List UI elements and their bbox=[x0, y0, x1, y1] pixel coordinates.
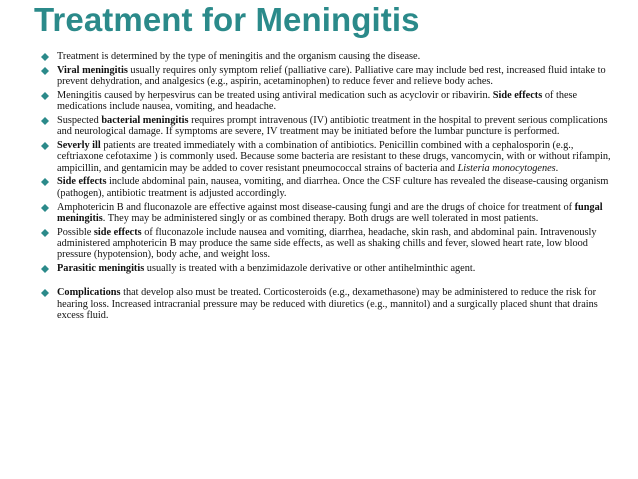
bullet-text: of these medications include nausea, vomiting, and headache. bbox=[57, 89, 578, 113]
teal-diamond-bullet-icon bbox=[41, 53, 49, 61]
bullet-emphasis: side effects bbox=[93, 226, 142, 238]
bullet-item bbox=[40, 176, 618, 199]
teal-diamond-bullet-icon bbox=[41, 178, 49, 186]
bullet-text: . They may be administered singly or as combined therapy. Both drugs are well tolerated in most patients. bbox=[102, 212, 539, 224]
bullet-item bbox=[40, 287, 618, 321]
bullet-emphasis: Complications bbox=[57, 287, 121, 299]
teal-diamond-bullet-icon bbox=[41, 92, 49, 100]
bullet-item bbox=[40, 263, 618, 274]
teal-diamond-bullet-icon bbox=[41, 289, 49, 297]
bullet-item bbox=[40, 65, 618, 88]
slide-title: Treatment for Meningitis bbox=[34, 1, 420, 38]
teal-diamond-bullet-icon bbox=[41, 204, 49, 212]
teal-diamond-bullet-icon bbox=[41, 265, 49, 273]
bullet-item bbox=[40, 115, 618, 138]
bullet-text: of fluconazole include nausea and vomiting, diarrhea, headache, skin rash, and abdominal pain. Intravenously administered amphotericin B may produce the same side effects, as well as shaking chills and fever, slowed heart rate, low blood pressure (hypotension), body ache, and weight loss. bbox=[57, 226, 597, 261]
bullet-emphasis: bacterial meningitis bbox=[101, 114, 189, 126]
teal-diamond-bullet-icon bbox=[41, 117, 49, 125]
bullet-emphasis: Parasitic meningitis bbox=[57, 263, 145, 275]
bullet-text: Meningitis caused by herpesvirus can be treated using antiviral medication such as acyclovir or ribavirin. bbox=[57, 89, 493, 101]
teal-diamond-bullet-icon bbox=[41, 229, 49, 237]
bullet-item bbox=[40, 202, 618, 225]
bullet-text: Possible bbox=[57, 226, 94, 238]
bullet-item bbox=[40, 90, 618, 113]
bullet-text: Amphotericin B and fluconazole are effective against most disease-causing fungi and are the drugs of choice for treatment of bbox=[57, 201, 575, 213]
bullet-text: requires prompt intravenous (IV) antibiotic treatment in the hospital to prevent serious complications and neurological damage. If symptoms are severe, IV treatment may be initiated before the lumbar puncture is performed. bbox=[57, 114, 608, 138]
bullet-item bbox=[40, 140, 618, 174]
bullet-list bbox=[40, 51, 618, 324]
bullet-text: usually is treated with a benzimidazole derivative or other antihelminthic agent. bbox=[144, 263, 476, 275]
bullet-text: . bbox=[555, 162, 559, 174]
bullet-item bbox=[40, 51, 618, 62]
bullet-text: patients are treated immediately with a combination of antibiotics. Penicillin combined with a cephalosporin (e.g., ceftriaxone cefotaxime ) is commonly used. Because some bacteria are resistant to these drugs, vancomycin, with or without rifampin, ampicillin, and gentamicin may be added to cover resistant pneumococcal strains of bacteria and bbox=[57, 140, 611, 174]
bullet-text: Suspected bbox=[57, 114, 102, 126]
bullet-emphasis: Viral meningitis bbox=[57, 64, 128, 76]
bullet-text: include abdominal pain, nausea, vomiting, and diarrhea. Once the CSF culture has revealed the disease-causing organism (pathogen), antibiotic treatment is adjusted accordingly. bbox=[57, 176, 609, 199]
teal-diamond-bullet-icon bbox=[41, 67, 49, 75]
bullet-emphasis: Severly ill bbox=[57, 140, 101, 152]
bullet-text: usually requires only symptom relief (palliative care). Palliative care may include bed rest, increased fluid intake to prevent dehydration, and analgesics (e.g., aspirin, acetaminophen) to reduce fever and relieve body aches. bbox=[57, 64, 606, 88]
teal-diamond-bullet-icon bbox=[41, 142, 49, 150]
bullet-text: Treatment is determined by the type of meningitis and the organism causing the disease. bbox=[57, 51, 421, 62]
bullet-emphasis: Side effects bbox=[57, 176, 107, 188]
bullet-emphasis: Side effects bbox=[492, 89, 543, 101]
bullet-text: that develop also must be treated. Corticosteroids (e.g., dexamethasone) may be administered to reduce the risk for hearing loss. Increased intracranial pressure may be reduced with diuretics (e.g., mannitol) and a surgically placed shunt that drains excess fluid. bbox=[57, 287, 598, 321]
bullet-emphasis: fungal meningitis bbox=[57, 201, 603, 224]
bullet-italic-term: Listeria monocytogenes bbox=[457, 162, 556, 174]
bullet-item bbox=[40, 227, 618, 261]
